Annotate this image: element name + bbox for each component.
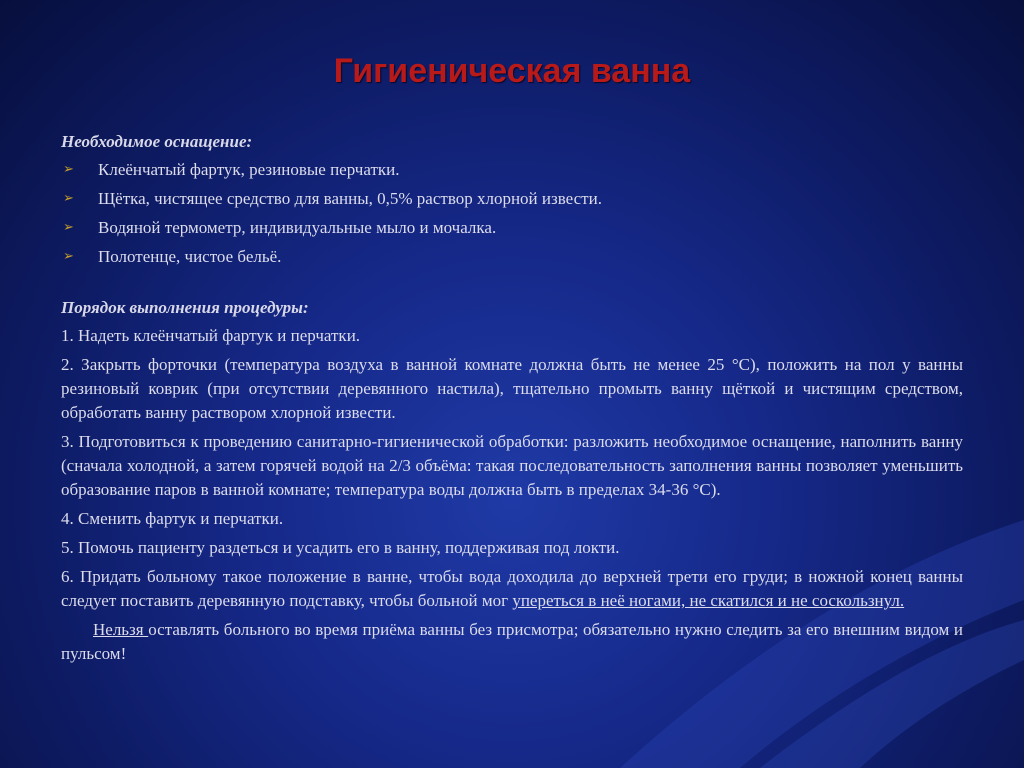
procedure-step-5: 5. Помочь пациенту раздеться и усадить его в ванну, поддерживая под локти. [61,538,620,557]
procedure-heading: Порядок выполнения процедуры: [61,298,309,317]
equipment-list [61,158,963,269]
procedure-step-2: 2. Закрыть форточки (температура воздуха в ванной комнате должна быть не менее 25 °С), положить на пол у ванны резиновый коврик (при отсутствии деревянного настила), тщательно промыть ванну щёткой и чистящим средством, обработать ванну раствором хлорной извести. [61,355,963,422]
chevron-right-icon: ➢ [63,249,74,264]
chevron-right-icon: ➢ [63,162,74,177]
procedure-step-4: 4. Сменить фартук и перчатки. [61,509,284,528]
chevron-right-icon: ➢ [63,220,74,235]
warning-underlined: Нельзя [93,620,149,639]
list-item: ➢ Щётка, чистящее средство для ванны, 0,5% раствор хлорной извести. [61,187,963,211]
procedure-step-3: 3. Подготовиться к проведению санитарно-гигиенической обработки: разложить необходимое оснащение, наполнить ванну (сначала холодной, а затем горячей водой на 2/3 объёма: такая последовательность заполнения ванны позволяет уменьшить образование паров в ванной комнате; температура воды должна быть в пределах 34-36 °С). [61,432,963,499]
slide-content [61,130,963,666]
procedure-step-6: 6. Придать больному такое положение в ванне, чтобы вода доходила до верхней трети его груди; в ножной конец ванны следует поставить деревянную подставку, чтобы больной мог упереться в неё ногами, не скатился и не соскользнул. [61,567,963,610]
chevron-right-icon: ➢ [63,191,74,206]
list-item: ➢ Водяной термометр, индивидуальные мыло и мочалка. [61,216,963,240]
list-item: ➢ Клеёнчатый фартук, резиновые перчатки. [61,158,963,182]
slide-title: Гигиеническая ванна [333,52,691,90]
equipment-heading: Необходимое оснащение: [61,132,253,151]
warning-note: Нельзя оставлять больного во время приёма ванны без присмотра; обязательно нужно следить за его внешним видом и пульсом! [61,620,964,663]
underlined-text: упереться в неё ногами, не скатился и не соскользнул. [512,591,905,610]
spacer [61,274,963,296]
procedure-step-1: 1. Надеть клеёнчатый фартук и перчатки. [61,326,361,345]
list-item: ➢ Полотенце, чистое бельё. [61,245,963,269]
